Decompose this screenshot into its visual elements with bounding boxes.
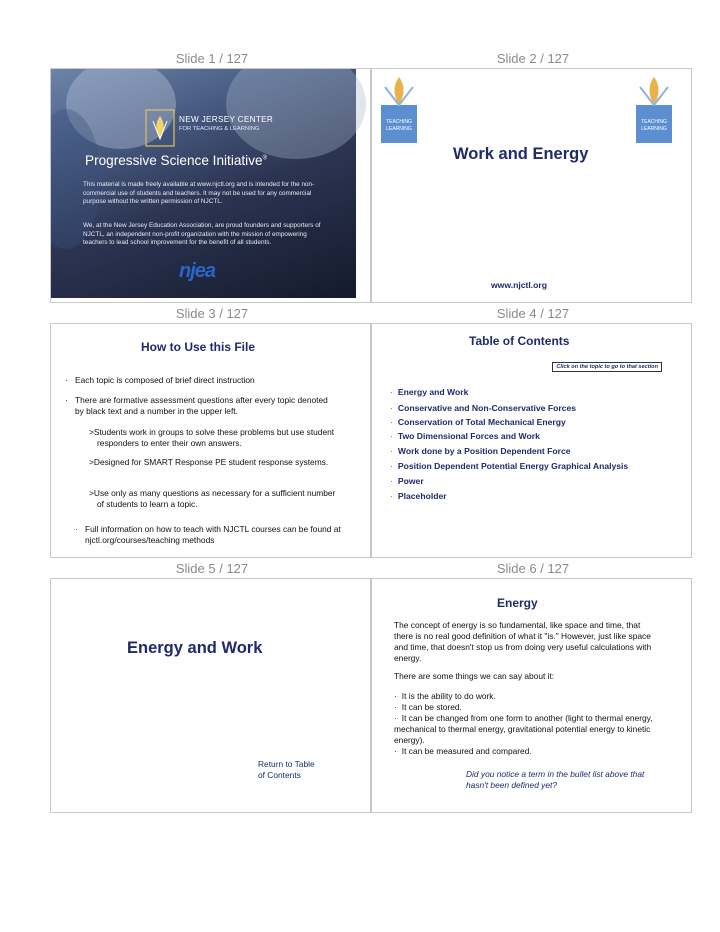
svg-text:TEACHING: TEACHING <box>641 119 667 125</box>
org-subname: FOR TEACHING & LEARNING <box>179 126 260 132</box>
toc-item-conservative-forces[interactable]: · Conservative and Non-Conservative Forces <box>390 403 577 413</box>
slide-6-title: Energy <box>497 596 538 610</box>
slide-2[interactable] <box>371 68 692 303</box>
slide-4[interactable] <box>371 323 692 558</box>
slide-1-header: Slide 1 / 127 <box>175 51 249 66</box>
svg-text:TEACHING: TEACHING <box>386 119 412 125</box>
toc-item-placeholder[interactable]: · Placeholder <box>390 491 447 501</box>
slide-2-title: Work and Energy <box>453 145 589 163</box>
toc-instruction: Click on the topic to go to that section <box>552 362 662 372</box>
slide-4-title: Table of Contents <box>469 334 570 348</box>
slide-3[interactable] <box>50 323 371 558</box>
energy-lead: There are some things we can say about it: <box>394 671 555 681</box>
energy-intro: The concept of energy is so fundamental, like space and time, that there is no real good definition of what it "is." However, just like space and time, that doesn't stop us from doing very useful calculations with energy. <box>394 620 652 663</box>
org-name: NEW JERSEY CENTER <box>179 115 274 124</box>
slide-5-title: Energy and Work <box>127 639 263 657</box>
njea-logo: njea <box>179 260 216 282</box>
energy-bullets: · It is the ability to do work. · It can be stored. · It can be changed from one form to another (light to thermal energy, mechanical to thermal energy, gravitational potential energy to kinetic energy). · It can be measured and compared. <box>394 691 653 756</box>
list-item: · Each topic is composed of brief direct instruction <box>65 375 255 385</box>
njctl-logo-left-icon <box>379 73 419 145</box>
list-item: · There are formative assessment questions after every topic denoted by black text and a number in the upper left. <box>65 395 328 416</box>
njctl-logo-icon <box>145 109 175 147</box>
njea-notice: We, at the New Jersey Education Association, are proud founders and supporters of NJCTL, an independent non-profit organization with the mission of empowering teachers to lead school improvement for the benefit of all students. <box>83 222 321 247</box>
list-item: >Students work in groups to solve these problems but use student responders to enter their own answers. <box>89 427 335 448</box>
svg-text:LEARNING: LEARNING <box>386 126 412 132</box>
slide-5-header: Slide 5 / 127 <box>175 561 249 576</box>
toc-item-conservation-energy[interactable]: · Conservation of Total Mechanical Energy <box>390 417 566 427</box>
energy-question: Did you notice a term in the bullet list above that hasn't been defined yet? <box>466 769 645 790</box>
slide-6[interactable] <box>371 578 692 813</box>
toc-item-potential-energy-graphical[interactable]: · Position Dependent Potential Energy Graphical Analysis <box>390 461 629 471</box>
slide-2-url[interactable]: www.njctl.org <box>491 280 548 290</box>
slide-4-header: Slide 4 / 127 <box>496 306 570 321</box>
usage-notice: This material is made freely available at www.njctl.org and is intended for the non-commercial use of students and teachers. It may not be used for any commercial purpose without the written permission of NJCTL. <box>83 181 315 206</box>
toc-item-energy-and-work[interactable]: · Energy and Work <box>390 387 469 397</box>
slide-6-header: Slide 6 / 127 <box>496 561 570 576</box>
return-to-toc-link[interactable]: Return to Table of Contents <box>258 759 315 780</box>
svg-text:LEARNING: LEARNING <box>641 126 667 132</box>
slide-5[interactable] <box>50 578 371 813</box>
toc-item-power[interactable]: · Power <box>390 476 424 486</box>
list-item: >Designed for SMART Response PE student response systems. <box>89 457 329 467</box>
slide-3-header: Slide 3 / 127 <box>175 306 249 321</box>
list-item: · Full information on how to teach with NJCTL courses can be found at njctl.org/courses/teaching methods <box>75 524 341 545</box>
njctl-logo-right-icon <box>634 73 674 145</box>
psi-title: Progressive Science Initiative® <box>85 153 267 168</box>
list-item: >Use only as many questions as necessary for a sufficient number of students to learn a topic. <box>89 488 336 509</box>
slide-3-title: How to Use this File <box>141 340 256 354</box>
toc-item-position-dependent-force[interactable]: · Work done by a Position Dependent Force <box>390 446 571 456</box>
slide-1[interactable] <box>50 68 371 303</box>
toc-item-two-dimensional[interactable]: · Two Dimensional Forces and Work <box>390 431 540 441</box>
slide-2-header: Slide 2 / 127 <box>496 51 570 66</box>
